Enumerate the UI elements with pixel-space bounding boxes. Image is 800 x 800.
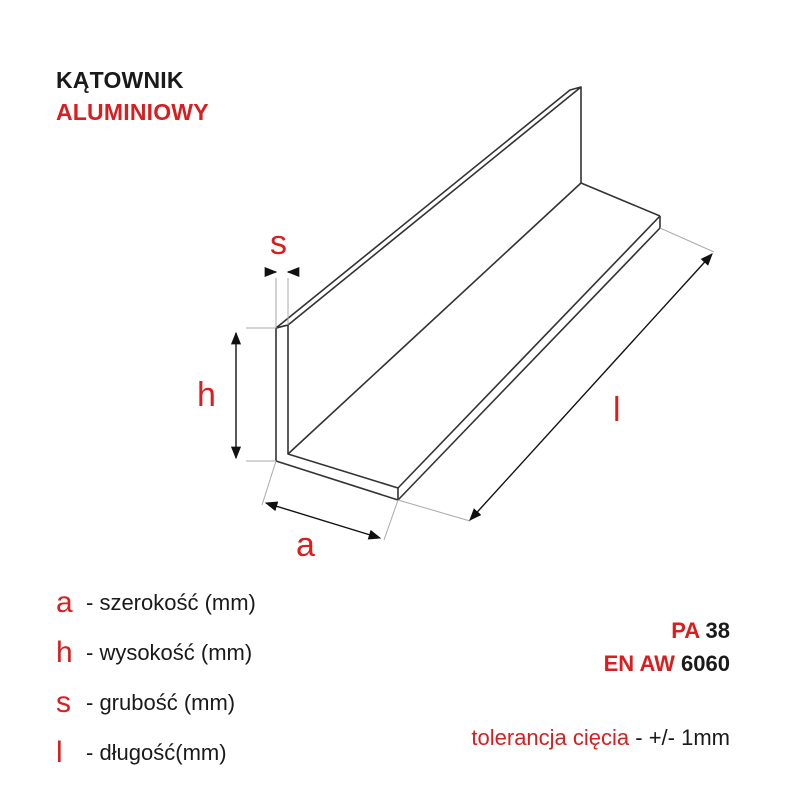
legend-item [56, 578, 256, 628]
legend-text: - wysokość (mm) [86, 640, 253, 665]
product-title-line1: KĄTOWNIK [56, 67, 184, 93]
profile-outline [276, 87, 660, 500]
legend-item [56, 678, 256, 728]
spec-label: EN AW [603, 651, 675, 676]
dim-label-a: a [296, 526, 315, 564]
legend-text: - grubość (mm) [86, 690, 236, 715]
legend-letter: a [56, 586, 73, 619]
spec-label: PA [671, 618, 700, 643]
product-title-line2: ALUMINIOWY [56, 99, 209, 125]
dim-arrow-a [266, 503, 380, 538]
tolerance-value: - +/- 1mm [635, 725, 730, 750]
legend-letter: s [56, 686, 71, 719]
dimension-legend [56, 578, 256, 778]
spec-value: 38 [705, 618, 730, 643]
spec-value: 6060 [681, 651, 730, 676]
legend-text: - długość(mm) [86, 740, 227, 765]
legend-text: - szerokość (mm) [86, 590, 256, 615]
material-spec-line1 [671, 618, 730, 644]
legend-item [56, 728, 256, 778]
legend-letter: l [56, 736, 63, 769]
material-spec-line2 [604, 651, 730, 677]
cutting-tolerance [471, 725, 730, 751]
legend-item [56, 628, 256, 678]
legend-letter: h [56, 636, 73, 669]
tolerance-label: tolerancja cięcia [471, 725, 630, 750]
dim-label-l: l [613, 391, 621, 429]
dim-label-s: s [270, 224, 287, 262]
dim-label-h: h [197, 376, 216, 414]
